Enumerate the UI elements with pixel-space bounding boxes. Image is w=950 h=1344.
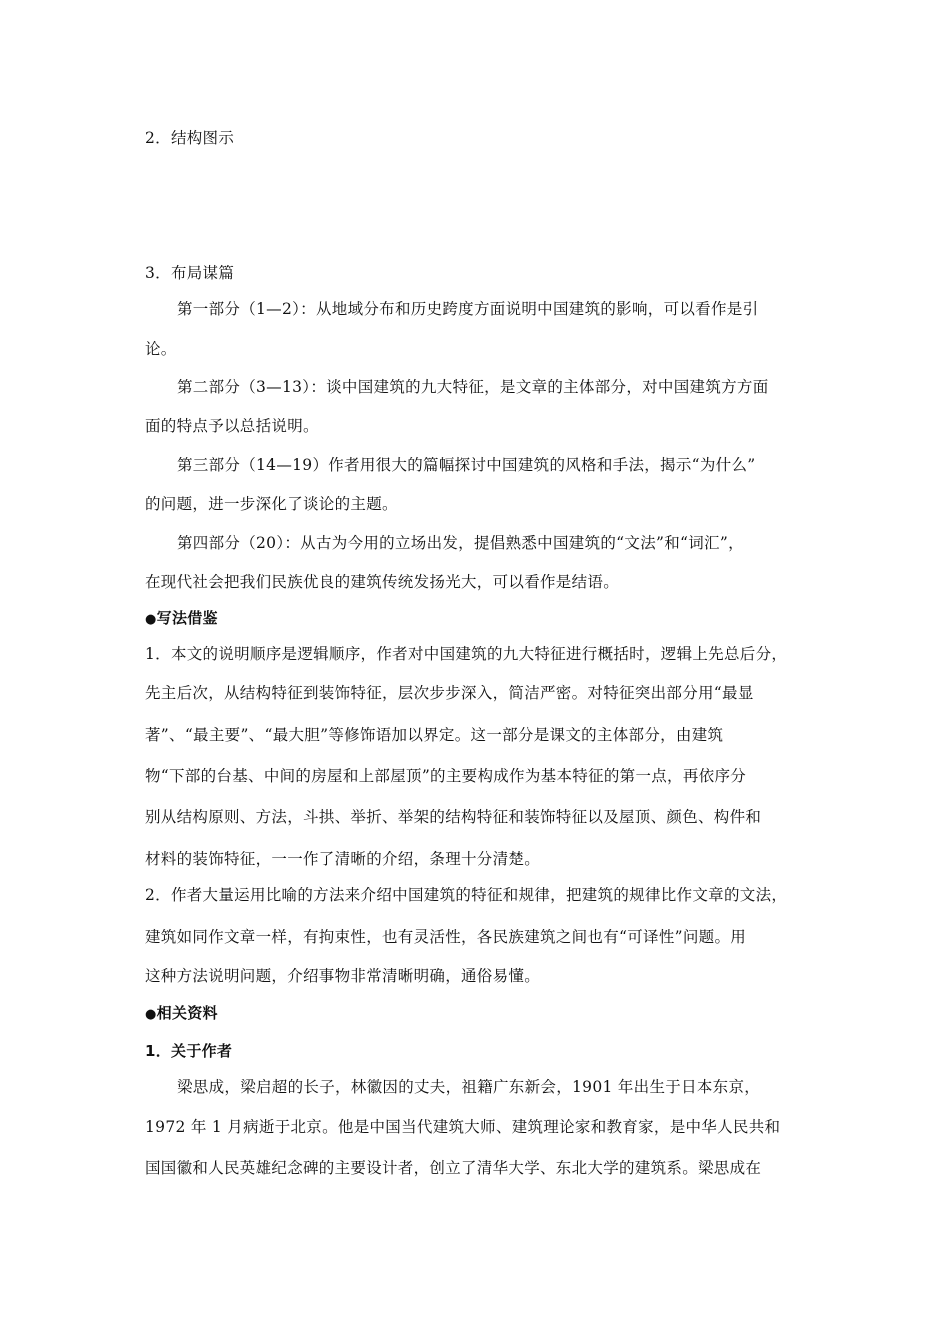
writing-line-9: 这种方法说明问题，介绍事物非常清晰明确，通俗易懂。 xyxy=(145,967,541,985)
writing-line-1: 1．本文的说明顺序是逻辑顺序，作者对中国建筑的九大特征进行概括时，逻辑上先总后分， xyxy=(145,645,788,663)
writing-line-5: 别从结构原则、方法，斗拱、举折、举架的结构特征和装饰特征以及屋顶、颜色、构件和 xyxy=(145,808,762,826)
related-heading xyxy=(145,1002,815,1024)
author-line-3: 国国徽和人民英雄纪念碑的主要设计者，创立了清华大学、东北大学的建筑系。梁思成在 xyxy=(145,1159,762,1177)
author-line-1: 梁思成，梁启超的长子，林徽因的丈夫，祖籍广东新会，1901 年出生于日本东京， xyxy=(177,1078,761,1096)
related-heading-label: 相关资料 xyxy=(156,1004,218,1022)
layout-paragraph-3-line-1: 第三部分（14—19）作者用很大的篇幅探讨中国建筑的风格和手法，揭示“为什么” xyxy=(177,456,756,474)
layout-paragraph-2-line-2: 面的特点予以总括说明。 xyxy=(145,417,319,435)
writing-heading-label: 写法借鉴 xyxy=(156,609,218,627)
writing-line-3: 著”、“最主要”、“最大胆”等修饰语加以界定。这一部分是课文的主体部分，由建筑 xyxy=(145,726,724,744)
bullet-icon: ● xyxy=(145,612,157,627)
bullet-icon: ● xyxy=(145,1007,157,1022)
layout-paragraph-4-line-2: 在现代社会把我们民族优良的建筑传统发扬光大，可以看作是结语。 xyxy=(145,573,620,591)
writing-line-8: 建筑如同作文章一样，有拘束性，也有灵活性，各民族建筑之间也有“可译性”问题。用 xyxy=(145,928,747,946)
layout-paragraph-1-line-2: 论。 xyxy=(145,340,177,358)
layout-paragraph-3-line-2: 的问题，进一步深化了谈论的主题。 xyxy=(145,495,398,513)
layout-paragraph-4-line-1: 第四部分（20）：从古为今用的立场出发，提倡熟悉中国建筑的“文法”和“词汇”， xyxy=(177,534,744,552)
writing-heading xyxy=(145,607,815,629)
writing-line-4: 物“下部的台基、中间的房屋和上部屋顶”的主要构成作为基本特征的第一点，再依序分 xyxy=(145,767,747,785)
layout-paragraph-2-line-1: 第二部分（3—13）：谈中国建筑的九大特征，是文章的主体部分，对中国建筑方方面 xyxy=(177,378,769,396)
layout-paragraph-1-line-1: 第一部分（1—2）：从地域分布和历史跨度方面说明中国建筑的影响，可以看作是引 xyxy=(177,300,759,318)
structure-heading: 2．结构图示 xyxy=(145,129,235,147)
author-line-2: 1972 年 1 月病逝于北京。他是中国当代建筑大师、建筑理论家和教育家，是中华人民共和 xyxy=(145,1118,781,1136)
writing-line-7: 2．作者大量运用比喻的方法来介绍中国建筑的特征和规律，把建筑的规律比作文章的文法， xyxy=(145,886,788,904)
layout-heading: 3．布局谋篇 xyxy=(145,264,235,282)
author-heading: 1．关于作者 xyxy=(145,1042,233,1060)
writing-line-6: 材料的装饰特征，一一作了清晰的介绍，条理十分清楚。 xyxy=(145,850,541,868)
writing-line-2: 先主后次，从结构特征到装饰特征，层次步步深入，简洁严密。对特征突出部分用“最显 xyxy=(145,684,754,702)
